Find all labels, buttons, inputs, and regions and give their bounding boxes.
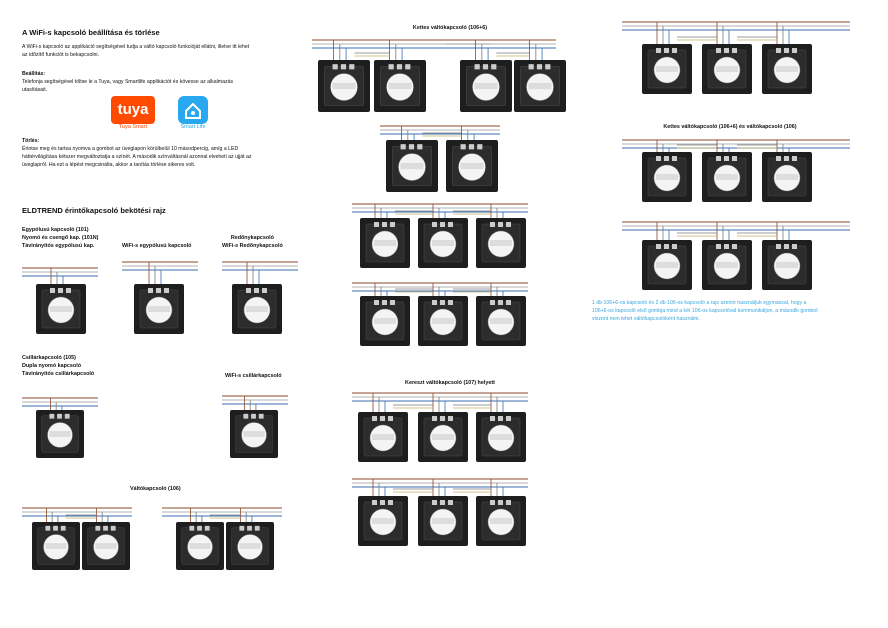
delete-line-2: háttérvilágítása kétszer megváltoztatja a színét. A második színváltásnál azonnal elveheti az ujját az	[22, 154, 252, 160]
terminal	[656, 156, 661, 161]
label-double-twoway: Kettes váltókapcsoló (106+6)	[412, 25, 488, 31]
terminal	[490, 222, 495, 227]
switch-module	[776, 174, 798, 180]
terminal	[349, 64, 354, 69]
label-double-and-twoway: Kettes váltókapcsoló (106+6) és váltókapcsoló (106)	[663, 124, 797, 130]
terminal	[440, 416, 445, 421]
terminal	[776, 244, 781, 249]
terminal	[483, 64, 488, 69]
wifi-title: A WiFi-s kapcsoló beállítása és törlése	[22, 28, 160, 37]
terminal	[58, 288, 63, 293]
terminal	[664, 156, 669, 161]
terminal	[374, 300, 379, 305]
tuya-logo-mark: tuya	[111, 96, 155, 124]
terminal	[66, 288, 71, 293]
terminal	[341, 64, 346, 69]
switch-module	[432, 240, 454, 246]
switch-module	[461, 163, 484, 169]
label-wifi-single: WiFi-s egypólusú kapcsoló	[122, 243, 192, 249]
terminal	[491, 64, 496, 69]
terminal	[537, 64, 542, 69]
terminal	[405, 64, 410, 69]
terminal	[251, 414, 256, 419]
tuya-caption: Tuya Smart	[118, 124, 148, 130]
terminal	[382, 222, 387, 227]
terminal	[498, 500, 503, 505]
terminal	[409, 144, 414, 149]
terminal	[95, 526, 100, 531]
terminal	[390, 300, 395, 305]
terminal	[716, 48, 721, 53]
switch-module	[189, 543, 210, 549]
terminal	[333, 64, 338, 69]
switch-module	[45, 543, 66, 549]
terminal	[53, 526, 58, 531]
terminal	[255, 526, 260, 531]
terminal	[374, 222, 379, 227]
label-shutter-2: WiFi-s Redőnykapcsoló	[222, 243, 283, 249]
label-chandelier-1: Csillárkapcsoló (105)	[22, 355, 76, 361]
terminal	[148, 288, 153, 293]
terminal	[432, 222, 437, 227]
terminal	[205, 526, 210, 531]
terminal	[477, 144, 482, 149]
label-cross: Kereszt váltókapcsoló (107) helyett	[405, 380, 495, 386]
label-wifi-chandelier: WiFi-s csillárkapcsoló	[225, 373, 282, 379]
label-single-pole-1: Egypólusú kapcsoló (101)	[22, 227, 89, 233]
label-single-pole-2: Nyomó és csengő kap. (101N)	[22, 235, 99, 241]
note-line-1: 1 db 106+6-os kapcsoló és 2 db 106-os kapcsoló a rajz szerint használjuk egymással, hogy a	[592, 300, 807, 306]
terminal	[372, 500, 377, 505]
terminal	[156, 288, 161, 293]
switch-module	[656, 262, 678, 268]
terminal	[432, 500, 437, 505]
switch-module	[389, 83, 412, 89]
switch-module	[776, 262, 798, 268]
terminal	[732, 156, 737, 161]
delete-line-1: Érintse meg és tartsa nyomva a gombot az üveglapon körülbelül 10 másodpercig, amíg a LED	[22, 146, 239, 152]
switch-module	[716, 174, 738, 180]
terminal	[448, 500, 453, 505]
terminal	[461, 144, 466, 149]
terminal	[382, 300, 387, 305]
terminal	[243, 414, 248, 419]
terminal	[440, 300, 445, 305]
terminal	[724, 48, 729, 53]
switch-module	[243, 431, 264, 437]
terminal	[246, 288, 251, 293]
terminal	[784, 156, 789, 161]
wiring-title: ELDTREND érintőkapcsoló bekötési rajz	[22, 206, 166, 215]
terminal	[189, 526, 194, 531]
switch-module	[49, 431, 70, 437]
terminal	[111, 526, 116, 531]
switch-module	[475, 83, 498, 89]
switch-module	[372, 518, 394, 524]
wifi-intro-line-2: az időzítő funkciót is bekapcsolni.	[22, 52, 99, 58]
switch-module	[333, 83, 356, 89]
terminal	[506, 416, 511, 421]
terminal	[732, 244, 737, 249]
terminal	[440, 222, 445, 227]
terminal	[498, 222, 503, 227]
switch-module	[374, 240, 396, 246]
terminal	[65, 414, 70, 419]
terminal	[498, 416, 503, 421]
switch-module	[401, 163, 424, 169]
terminal	[784, 48, 789, 53]
terminal	[529, 64, 534, 69]
setup-heading: Beállítás:	[22, 71, 46, 77]
label-shutter-1: Redőnykapcsoló	[230, 235, 274, 241]
smartlife-caption: Smart Life	[180, 124, 206, 130]
terminal	[389, 64, 394, 69]
wifi-intro-line-1: A WiFi-s kapcsoló az applikáció segítségével tudja a váltó kapcsoló funkcióját ellátni, illetve itt lehet	[22, 44, 250, 50]
switch-module	[490, 318, 512, 324]
switch-module	[716, 262, 738, 268]
terminal	[716, 156, 721, 161]
terminal	[372, 416, 377, 421]
switch-module	[148, 306, 170, 312]
delete-heading: Törlés:	[22, 138, 40, 144]
terminal	[401, 144, 406, 149]
terminal	[724, 244, 729, 249]
terminal	[784, 244, 789, 249]
switch-module	[374, 318, 396, 324]
terminal	[164, 288, 169, 293]
terminal	[776, 156, 781, 161]
label-twoway: Váltókapcsoló (106)	[130, 486, 181, 492]
terminal	[440, 500, 445, 505]
terminal	[448, 222, 453, 227]
label-chandelier-3: Távirányítós csillárkapcsoló	[22, 371, 95, 377]
switch-module	[776, 66, 798, 72]
terminal	[656, 48, 661, 53]
terminal	[545, 64, 550, 69]
switch-module	[432, 318, 454, 324]
switch-module	[432, 518, 454, 524]
terminal	[656, 244, 661, 249]
terminal	[506, 300, 511, 305]
terminal	[664, 48, 669, 53]
terminal	[61, 526, 66, 531]
terminal	[417, 144, 422, 149]
switch-module	[490, 434, 512, 440]
terminal	[388, 416, 393, 421]
terminal	[448, 300, 453, 305]
terminal	[254, 288, 259, 293]
terminal	[57, 414, 62, 419]
switch-module	[50, 306, 72, 312]
terminal	[388, 500, 393, 505]
terminal	[498, 300, 503, 305]
switch-module	[716, 66, 738, 72]
terminal	[397, 64, 402, 69]
switch-module	[529, 83, 552, 89]
switch-module	[239, 543, 260, 549]
switch-module	[490, 518, 512, 524]
terminal	[490, 500, 495, 505]
switch-module	[246, 306, 268, 312]
terminal	[432, 300, 437, 305]
terminal	[247, 526, 252, 531]
terminal	[432, 416, 437, 421]
terminal	[380, 500, 385, 505]
switch-module	[372, 434, 394, 440]
terminal	[672, 48, 677, 53]
terminal	[672, 156, 677, 161]
terminal	[390, 222, 395, 227]
label-chandelier-2: Dupla nyomó kapcsoló	[22, 363, 82, 369]
terminal	[716, 244, 721, 249]
switch-module	[95, 543, 116, 549]
terminal	[792, 244, 797, 249]
terminal	[262, 288, 267, 293]
terminal	[469, 144, 474, 149]
delete-line-3: üveglapról. Ha ezt a lépést megcsinálta, akkor a tanítás törlése sikeres volt.	[22, 162, 196, 168]
terminal	[103, 526, 108, 531]
terminal	[792, 48, 797, 53]
terminal	[49, 414, 54, 419]
terminal	[239, 526, 244, 531]
label-single-pole-3: Távirányítós egypólusú kap.	[22, 243, 95, 249]
terminal	[664, 244, 669, 249]
setup-line-1: Telefonja segítségével töltse le a Tuya, vagy Smartlife applikációt és kövesse az alkalmazás	[22, 79, 234, 85]
terminal	[732, 48, 737, 53]
terminal	[475, 64, 480, 69]
terminal	[259, 414, 264, 419]
terminal	[448, 416, 453, 421]
terminal	[792, 156, 797, 161]
terminal	[776, 48, 781, 53]
switch-module	[432, 434, 454, 440]
terminal	[50, 288, 55, 293]
setup-line-2: utasításait.	[22, 87, 48, 93]
switch-module	[490, 240, 512, 246]
terminal	[197, 526, 202, 531]
terminal	[672, 244, 677, 249]
terminal	[490, 300, 495, 305]
switch-module	[656, 66, 678, 72]
terminal	[45, 526, 50, 531]
note-line-3: viszont nem lehet váltókapcsolóként használni.	[592, 316, 700, 322]
terminal	[490, 416, 495, 421]
note-line-2: 106+6-os kapcsoló első gombja mind a két 106-os kapcsolóval kommunikáljon, a második gombot	[592, 308, 818, 314]
switch-module	[656, 174, 678, 180]
terminal	[506, 222, 511, 227]
terminal	[724, 156, 729, 161]
terminal	[506, 500, 511, 505]
terminal	[380, 416, 385, 421]
